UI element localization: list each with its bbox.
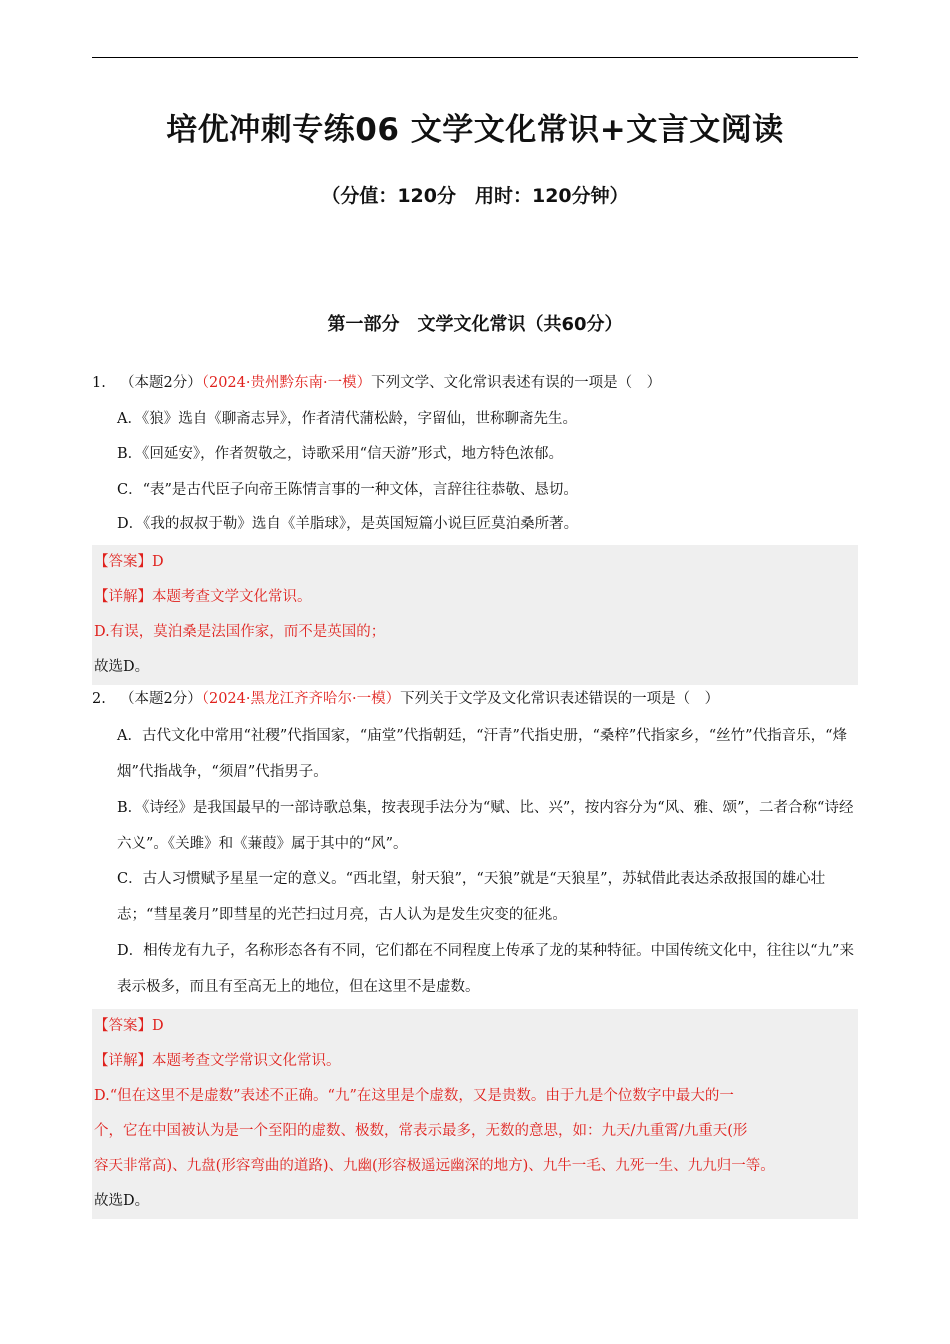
question-text: 下列文学、文化常识表述有误的一项是（ ） bbox=[371, 375, 662, 391]
question-2-option-d: D．相传龙有九子，名称形态各有不同，它们都在不同程度上传承了龙的某种特征。中国传统文化中，往往以“九”来表示极多，而且有至高无上的地位，但在这里不是虚数。 bbox=[117, 943, 854, 995]
question-number: 2. bbox=[92, 691, 106, 707]
question-2-option-b: B．《诗经》是我国最早的一部诗歌总集，按表现手法分为“赋、比、兴”，按内容分为“风、雅、颂”，二者合称“诗经六义”。《关雎》和《蒹葭》属于其中的“风”。 bbox=[117, 800, 854, 852]
header-rule bbox=[92, 57, 858, 58]
question-score: （本题2分） bbox=[120, 691, 202, 707]
question-score: （本题2分） bbox=[120, 375, 202, 391]
question-1-option-b: B．《回延安》，作者贺敬之，诗歌采用“信天游”形式，地方特色浓郁。 bbox=[117, 446, 563, 462]
section-title: 第一部分 文学文化常识（共60分） bbox=[327, 314, 623, 335]
explanation-line: D.有误，莫泊桑是法国作家，而不是英国的； bbox=[94, 624, 386, 640]
question-2-option-a: A．古代文化中常用“社稷”代指国家，“庙堂”代指朝廷，“汗青”代指史册，“桑梓”代指家乡，“丝竹”代指音乐，“烽烟”代指战争，“须眉”代指男子。 bbox=[117, 728, 848, 780]
explanation-line: 【详解】本题考查文学文化常识。 bbox=[94, 589, 312, 605]
explanation-line: 【详解】本题考查文学常识文化常识。 bbox=[94, 1053, 341, 1069]
question-number: 1. bbox=[92, 375, 106, 391]
answer-conclusion: 故选D。 bbox=[94, 659, 150, 675]
page-title: 培优冲刺专练06 文学文化常识+文言文阅读 bbox=[166, 112, 784, 148]
explanation-line: 个，它在中国被认为是一个至阳的虚数、极数，常表示最多，无数的意思，如：九天/九重霄/九重天(形 bbox=[94, 1123, 748, 1139]
question-2-answer-box bbox=[92, 1009, 858, 1219]
question-source: （2024·黑龙江齐齐哈尔·一模） bbox=[201, 691, 401, 707]
question-source: （2024·贵州黔东南·一模） bbox=[201, 375, 372, 391]
question-1-answer-box bbox=[92, 545, 858, 685]
question-1-option-d: D．《我的叔叔于勒》选自《羊脂球》，是英国短篇小说巨匠莫泊桑所著。 bbox=[117, 516, 579, 532]
answer-conclusion: 故选D。 bbox=[94, 1193, 150, 1209]
question-1-option-a: A．《狼》选自《聊斋志异》，作者清代蒲松龄，字留仙，世称聊斋先生。 bbox=[117, 411, 577, 427]
question-text: 下列关于文学及文化常识表述错误的一项是（ ） bbox=[400, 691, 720, 707]
page-subtitle: （分值：120分 用时：120分钟） bbox=[321, 185, 629, 207]
explanation-line: D.“但在这里不是虚数”表述不正确。“九”在这里是个虚数，又是贵数。由于九是个位数字中最大的一 bbox=[94, 1088, 734, 1104]
question-2-stem bbox=[92, 689, 719, 709]
answer-label: 【答案】D bbox=[94, 1018, 164, 1034]
question-1-stem bbox=[92, 373, 661, 393]
question-2-option-c: C．古人习惯赋予星星一定的意义。“西北望，射天狼”，“天狼”就是“天狼星”，苏轼借此表达杀敌报国的雄心壮志；“彗星袭月”即彗星的光芒扫过月亮，古人认为是发生灾变的征兆。 bbox=[117, 871, 826, 923]
explanation-line: 容天非常高)、九盘(形容弯曲的道路)、九幽(形容极遥远幽深的地方)、九牛一毛、九死一生、九九归一等。 bbox=[94, 1158, 775, 1174]
question-1-option-c: C．“表”是古代臣子向帝王陈情言事的一种文体，言辞往往恭敬、恳切。 bbox=[117, 482, 578, 498]
answer-label: 【答案】D bbox=[94, 554, 164, 570]
